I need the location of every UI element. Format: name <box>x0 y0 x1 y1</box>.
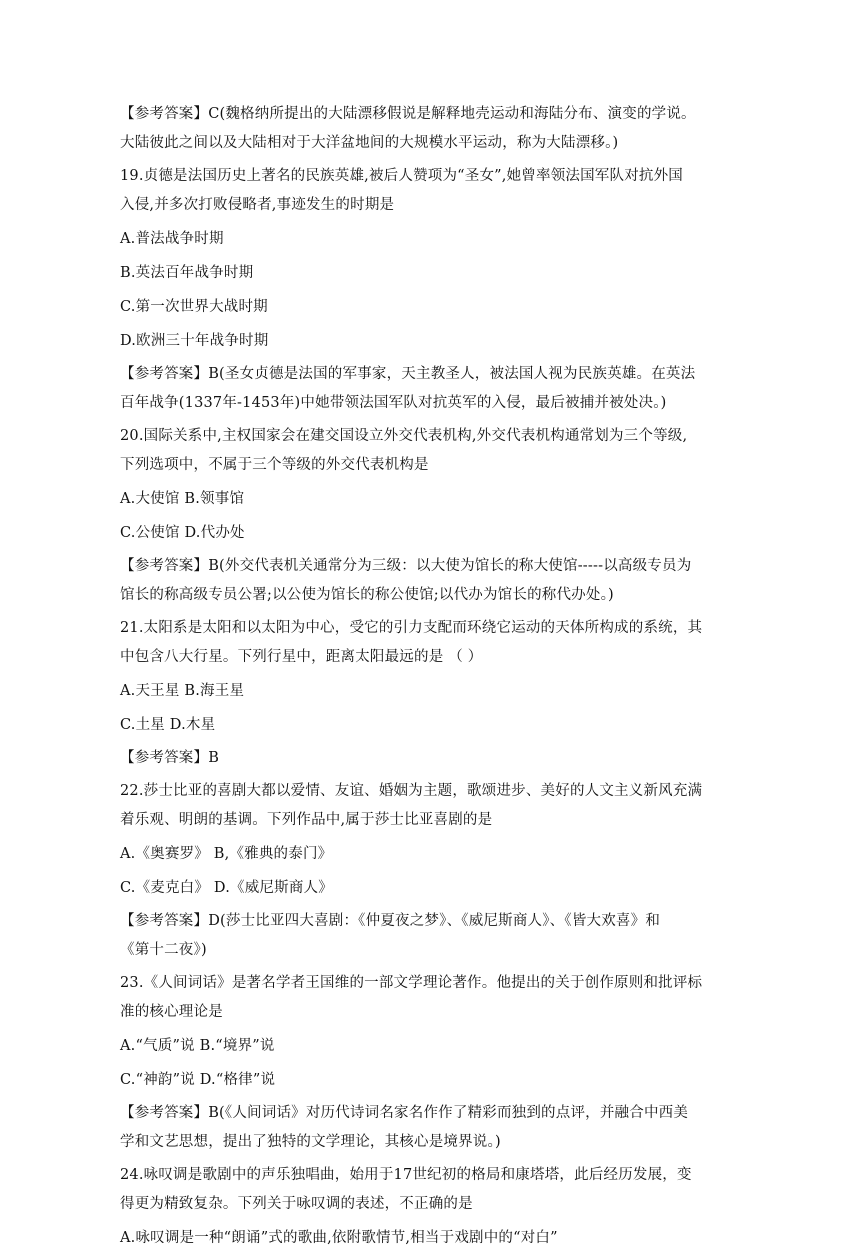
option-block <box>120 1223 748 1253</box>
answer-block <box>120 744 748 773</box>
question-block <box>120 162 748 220</box>
option-block <box>120 292 748 322</box>
question-line: 20.国际关系中,主权国家会在建交国设立外交代表机构,外交代表机构通常划为三个等级, <box>120 428 688 444</box>
question-block <box>120 777 748 835</box>
question-line: 得更为精致复杂。下列关于咏叹调的表述，不正确的是 <box>120 1196 473 1212</box>
answer-line: 【参考答案】B(《人间词话》对历代诗词名家名作作了精彩而独到的点评，并融合中西美 <box>120 1105 689 1121</box>
answer-line: 【参考答案】B <box>120 750 220 766</box>
question-line: 入侵,并多次打败侵略者,事迹发生的时期是 <box>120 197 395 213</box>
question-line: 23.《人间词话》是著名学者王国维的一部文学理论著作。他提出的关于创作原则和批评标 <box>120 975 703 991</box>
option-line: A.天王星 B.海王星 <box>120 683 245 699</box>
answer-line: 【参考答案】C(魏格纳所提出的大陆漂移假说是解释地壳运动和海陆分布、演变的学说。 <box>120 106 696 122</box>
question-block <box>120 422 748 480</box>
option-line: A.《奥赛罗》 B,《雅典的泰门》 <box>120 846 333 862</box>
option-line: A.大使馆 B.领事馆 <box>120 491 245 507</box>
option-line: C.第一次世界大战时期 <box>120 299 268 315</box>
exam-content <box>120 100 748 1257</box>
option-line: C.土星 D.木星 <box>120 717 216 733</box>
question-line: 22.莎士比亚的喜剧大都以爱情、友谊、婚姻为主题，歌颂进步、美好的人文主义新风充满 <box>120 783 703 799</box>
question-line: 19.贞德是法国历史上著名的民族英雄,被后人赞项为“圣女”,她曾率领法国军队对抗外国 <box>120 168 684 184</box>
answer-line: 大陆彼此之间以及大陆相对于大洋盆地间的大规模水平运动，称为大陆漂移。) <box>120 135 619 151</box>
option-line: C.《麦克白》 D.《威尼斯商人》 <box>120 880 333 896</box>
question-line: 下列选项中，不属于三个等级的外交代表机构是 <box>120 457 429 473</box>
question-line: 着乐观、明朗的基调。下列作品中,属于莎士比亚喜剧的是 <box>120 812 493 828</box>
answer-block <box>120 1099 748 1157</box>
question-line: 准的核心理论是 <box>120 1004 223 1020</box>
answer-line: 百年战争(1337年-1453年)中她带领法国军队对抗英军的入侵，最后被捕并被处决。) <box>120 395 667 411</box>
option-block <box>120 484 748 514</box>
option-line: A.普法战争时期 <box>120 231 224 247</box>
option-line: C.公使馆 D.代办处 <box>120 525 245 541</box>
question-line: 中包含八大行星。下列行星中，距离太阳最远的是 （ ） <box>120 649 483 665</box>
option-line: D.欧洲三十年战争时期 <box>120 333 269 349</box>
answer-block <box>120 552 748 610</box>
option-line: A.咏叹调是一种“朗诵”式的歌曲,依附歌情节,相当于戏剧中的“对白” <box>120 1230 558 1246</box>
answer-block <box>120 360 748 418</box>
answer-block <box>120 907 748 965</box>
option-block <box>120 1065 748 1095</box>
option-line: A.“气质”说 B.“境界”说 <box>120 1038 275 1054</box>
question-block <box>120 969 748 1027</box>
option-block <box>120 873 748 903</box>
option-block <box>120 258 748 288</box>
question-block <box>120 1161 748 1219</box>
answer-line: 【参考答案】B(圣女贞德是法国的军事家，天主教圣人，被法国人视为民族英雄。在英法 <box>120 366 696 382</box>
option-block <box>120 839 748 869</box>
answer-line: 《第十二夜》) <box>120 942 207 958</box>
option-block <box>120 1031 748 1061</box>
option-block <box>120 710 748 740</box>
question-block <box>120 614 748 672</box>
answer-line: 学和文艺思想，提出了独特的文学理论，其核心是境界说。) <box>120 1134 501 1150</box>
option-block <box>120 224 748 254</box>
answer-block <box>120 100 748 158</box>
option-line: C.“神韵”说 D.“格律”说 <box>120 1072 276 1088</box>
answer-line: 馆长的称高级专员公署;以公使为馆长的称公使馆;以代办为馆长的称代办处。) <box>120 587 614 603</box>
spacer <box>120 1253 748 1257</box>
answer-line: 【参考答案】D(莎士比亚四大喜剧：《仲夏夜之梦》、《威尼斯商人》、《皆大欢喜》和 <box>120 913 661 929</box>
option-line: B.英法百年战争时期 <box>120 265 254 281</box>
question-line: 24.咏叹调是歌剧中的声乐独唱曲，始用于17世纪初的格局和康塔塔，此后经历发展，变 <box>120 1167 692 1183</box>
option-block <box>120 676 748 706</box>
option-block <box>120 326 748 356</box>
question-line: 21.太阳系是太阳和以太阳为中心，受它的引力支配而环绕它运动的天体所构成的系统，其 <box>120 620 703 636</box>
option-block <box>120 518 748 548</box>
answer-line: 【参考答案】B(外交代表机关通常分为三级：以大使为馆长的称大使馆-----以高级专员为 <box>120 558 692 574</box>
